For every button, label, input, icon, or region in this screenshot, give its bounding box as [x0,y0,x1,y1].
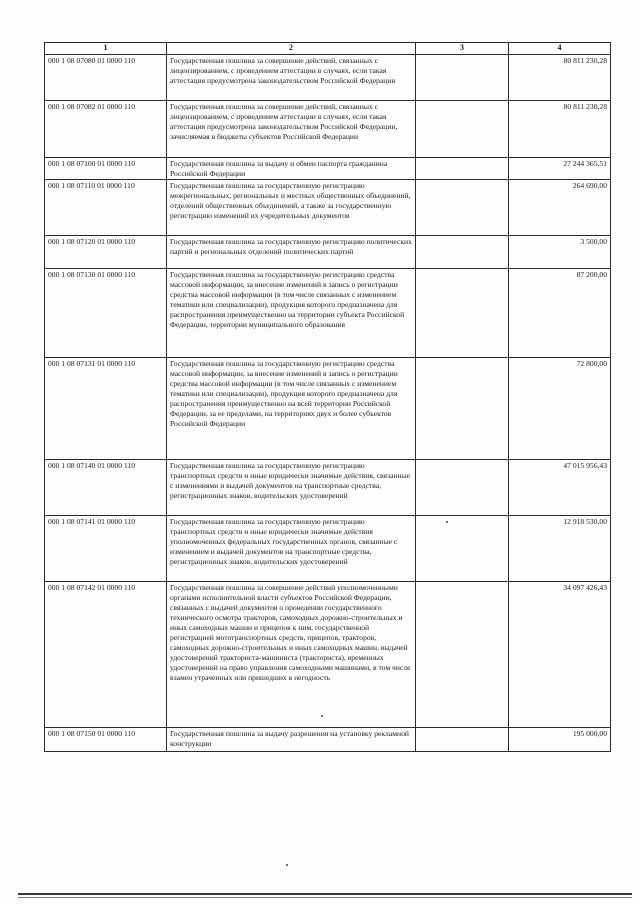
row-amount: 72 800,00 [509,358,611,460]
row-name: Государственная пошлина за выдачу разрешения на установку рекламной конструкции [167,728,416,752]
row-amount: 80 811 230,28 [509,55,611,101]
table-row [45,728,611,752]
scan-speck [446,521,448,523]
row-amount: 12 918 530,00 [509,516,611,582]
row-col3 [416,180,509,236]
table-row [45,358,611,460]
header-col-2: 2 [167,43,416,55]
row-col3 [416,460,509,516]
row-code: 000 1 08 07130 01 0000 110 [45,269,167,358]
row-col3 [416,516,509,582]
row-name: Государственная пошлина за государственную регистрацию политических партий и региональных отделений политических партий [167,236,416,269]
row-code: 000 1 08 07140 01 0000 110 [45,460,167,516]
row-amount: 3 500,00 [509,236,611,269]
page-bottom-rule-thin [18,897,632,898]
row-amount: 87 200,00 [509,269,611,358]
row-col3 [416,101,509,158]
row-name: Государственная пошлина за государственную регистрацию транспортных средств и иные юридически значимые действия, связанные с изменениями и выдачей документов на транспортные средства, регистрационных знаков, водительских удостоверений [167,460,416,516]
table-row [45,55,611,101]
table-header-row [45,43,611,55]
scan-speck [321,715,323,717]
row-col3 [416,236,509,269]
row-col3 [416,582,509,728]
row-amount: 195 000,00 [509,728,611,752]
row-code: 000 1 08 07110 01 0000 110 [45,180,167,236]
row-amount: 27 244 365,51 [509,158,611,180]
row-name: Государственная пошлина за выдачу и обмен паспорта гражданина Российской Федерации [167,158,416,180]
header-col-3: 3 [416,43,509,55]
row-name: Государственная пошлина за государственную регистрацию средства массовой информации, за внесение изменений в запись о регистрации средства массовой информации (в том числе связанных с изменением тематики или специализации), продукция которого предназначена для распространения преимущественно на всей территории Российской Федерации, за ее пределами, на территориях двух и более субъектов Российской Федерации [167,358,416,460]
row-amount: 264 690,00 [509,180,611,236]
row-amount: 80 811 230,28 [509,101,611,158]
row-name: Государственная пошлина за совершение действий уполномоченными органами исполнительной власти субъектов Российской Федерации, связанных с выдачей документов о проведении государственного технического осмотра тракторов, самоходных дорожно-строительных и иных самоходных машин и прицепов к ним, государственной регистрацией мототранспортных средств, прицепов, тракторов, самоходных дорожно-строительных и иных самоходных машин, выдачей удостоверений тракториста-машиниста (тракториста), временных удостоверений на право управления самоходными машинами, в том числе взамен утраченных или пришедших в негодность [167,582,416,728]
row-col3 [416,269,509,358]
table-row [45,180,611,236]
table-row [45,460,611,516]
table-row [45,269,611,358]
row-name: Государственная пошлина за государственную регистрацию средства массовой информации, за внесение изменений в запись о регистрации средства массовой информации (в том числе связанных с изменением тематики или специализации), продукция которого предназначена для распространения преимущественно на территории субъекта Российской Федерации, территории муниципального образования [167,269,416,358]
row-amount: 34 097 426,43 [509,582,611,728]
page-bottom-rule [18,893,632,895]
table-row [45,101,611,158]
row-col3 [416,728,509,752]
table-row [45,236,611,269]
row-name: Государственная пошлина за совершение действий, связанных с лицензированием, с проведением аттестации в случаях, если такая аттестация предусмотрена законодательством Российской Федерации [167,55,416,101]
row-name: Государственная пошлина за государственную регистрацию межрегиональных, региональных и местных общественных объединений, отделений общественных объединений, а также за государственную регистрацию изменений их учредительных документов [167,180,416,236]
row-col3 [416,158,509,180]
scan-speck [286,864,288,866]
row-code: 000 1 08 07100 01 0000 110 [45,158,167,180]
table-row [45,582,611,728]
revenue-table [44,42,611,752]
row-code: 000 1 08 07141 01 0000 110 [45,516,167,582]
row-amount: 47 015 956,43 [509,460,611,516]
row-code: 000 1 08 07131 01 0000 110 [45,358,167,460]
table-row [45,158,611,180]
header-col-4: 4 [509,43,611,55]
row-code: 000 1 08 07080 01 0000 110 [45,55,167,101]
row-code: 000 1 08 07120 01 0000 110 [45,236,167,269]
row-name: Государственная пошлина за совершение действий, связанных с лицензированием, с проведением аттестации в случаях, если такая аттестация предусмотрена законодательством Российской Федерации, зачисляемая в бюджеты субъектов Российской Федерации [167,101,416,158]
row-name: Государственная пошлина за государственную регистрацию транспортных средств и иные юридически значимые действия уполномоченных федеральных государственных органов, связанные с изменением и выдачей документов на транспортные средства, регистрационных знаков, водительских удостоверений [167,516,416,582]
row-col3 [416,358,509,460]
table-row [45,516,611,582]
row-code: 000 1 08 07142 01 0000 110 [45,582,167,728]
row-code: 000 1 08 07150 01 0000 110 [45,728,167,752]
row-code: 000 1 08 07082 01 0000 110 [45,101,167,158]
row-col3 [416,55,509,101]
header-col-1: 1 [45,43,167,55]
